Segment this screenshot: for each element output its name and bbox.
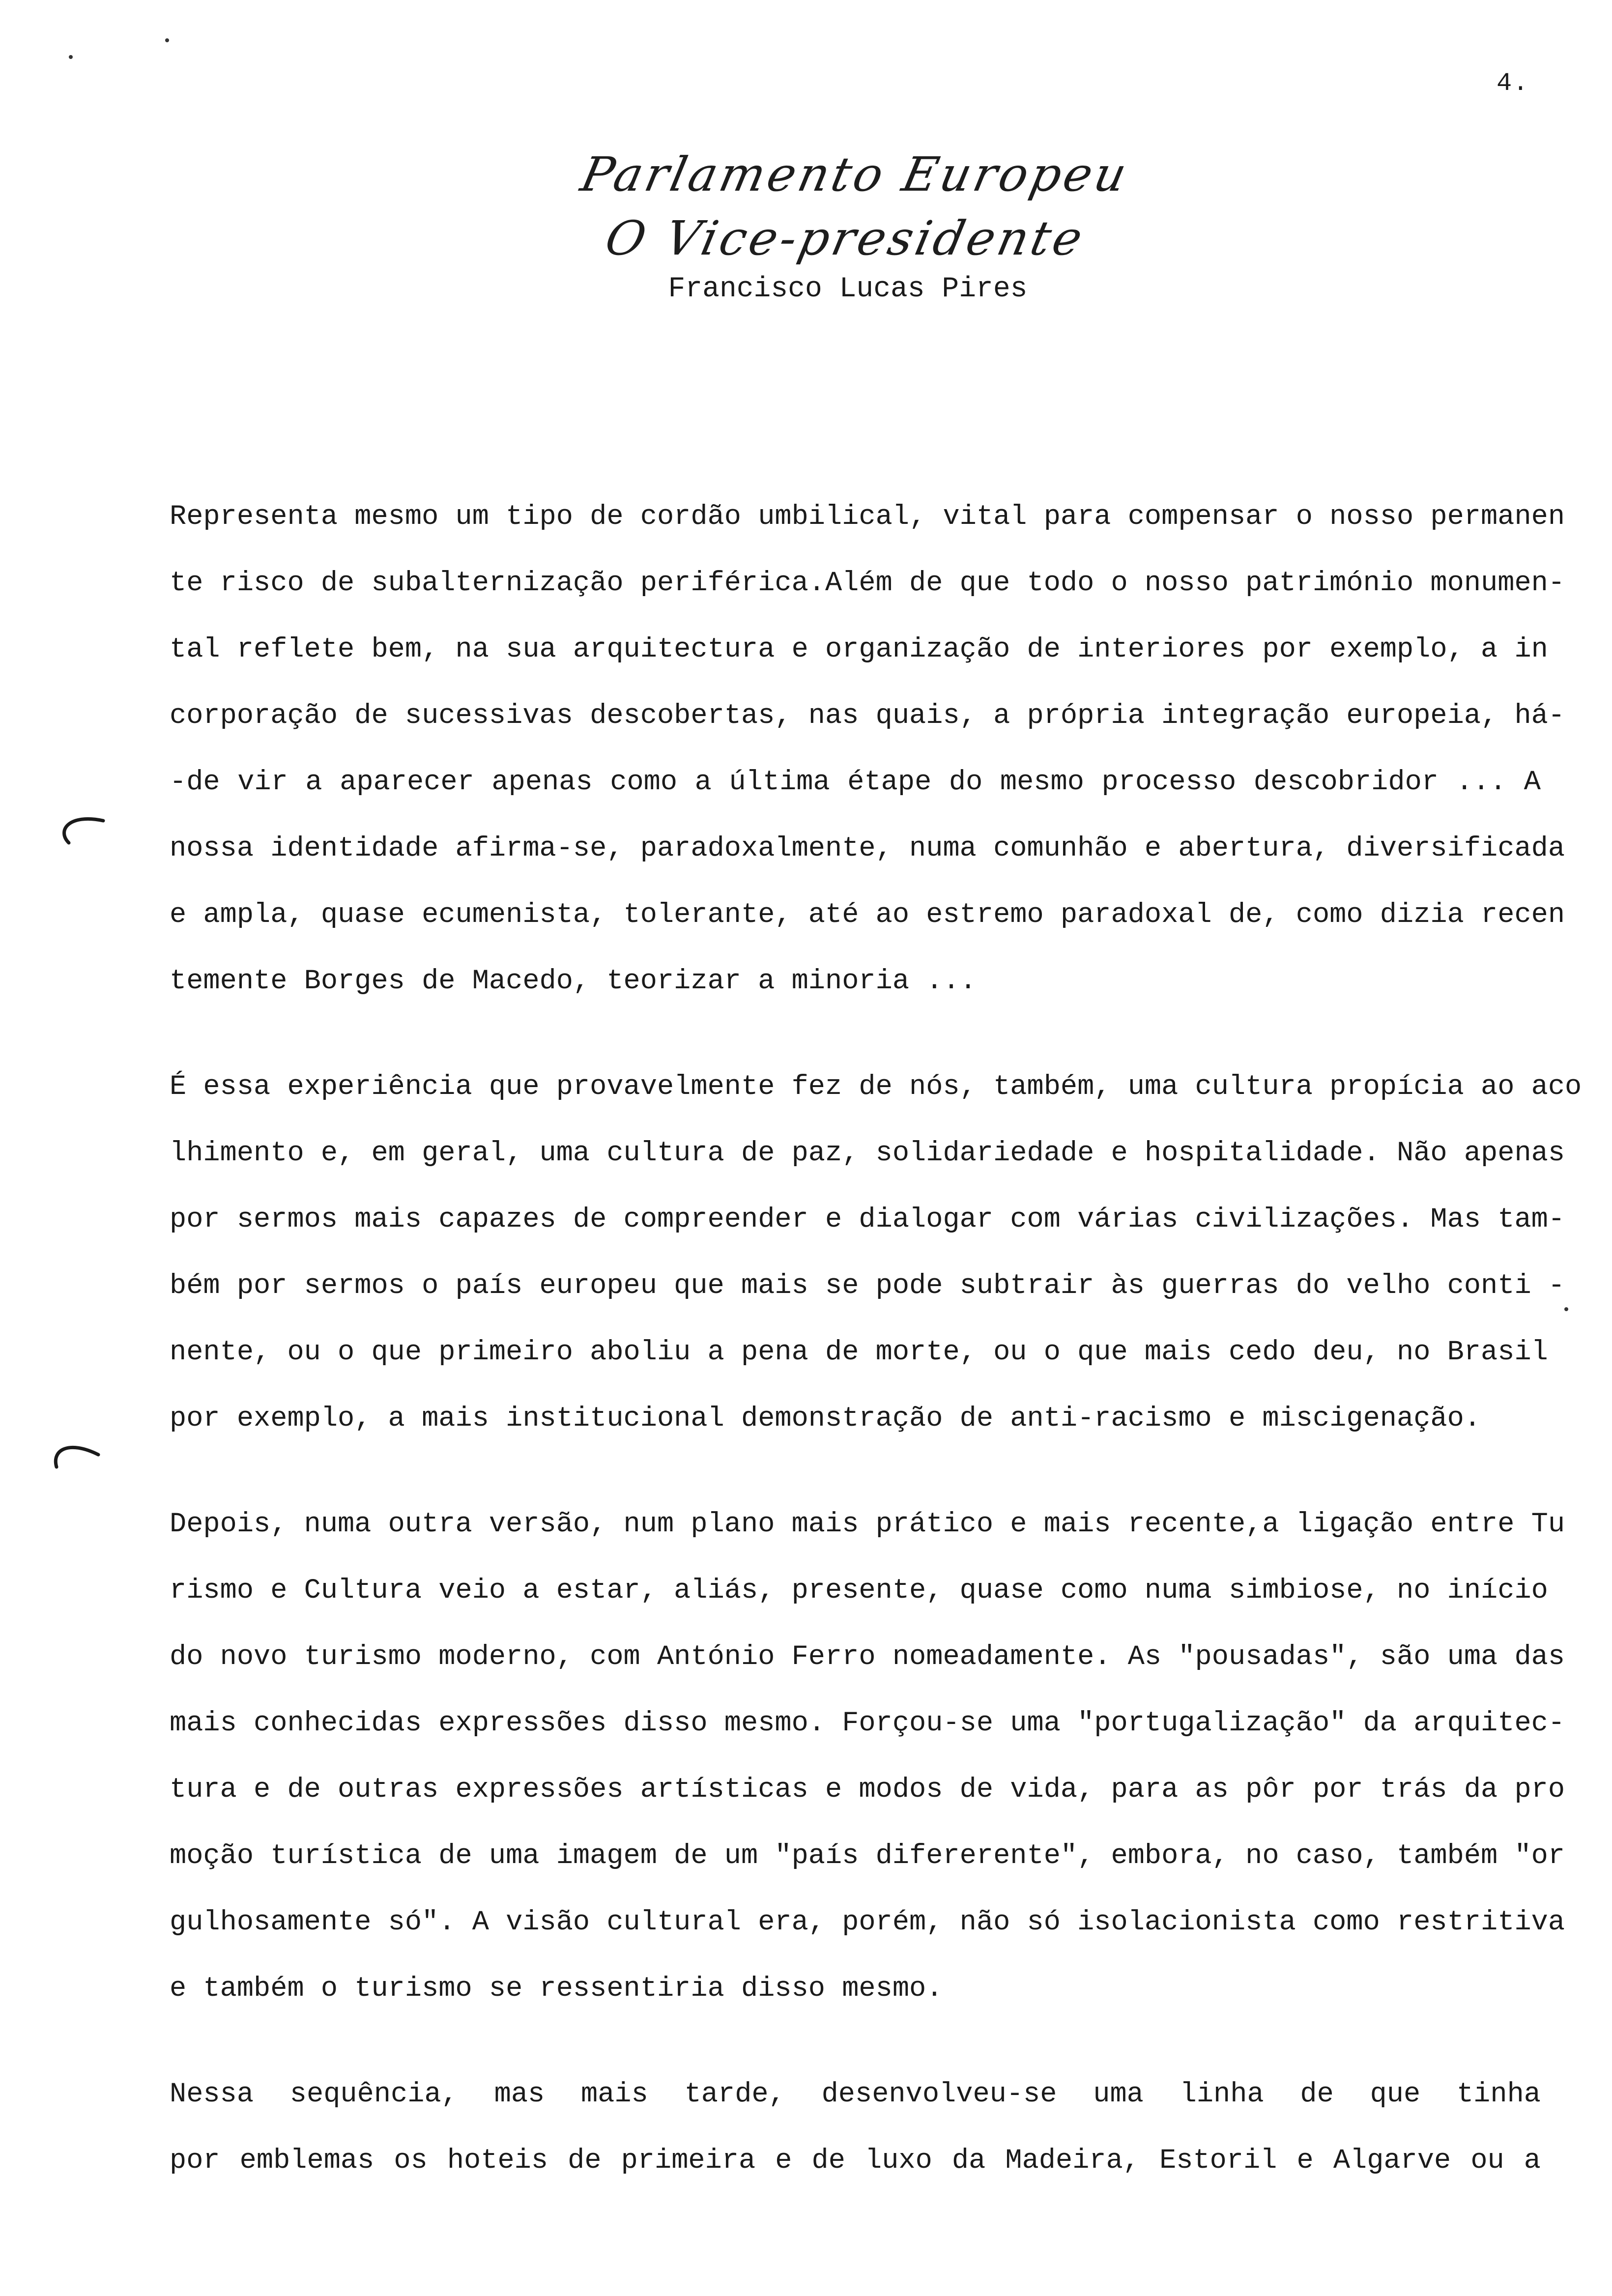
text-line: tura e de outras expressões artísticas e modos de vida, para as pôr por trás da pro (170, 1774, 1565, 1806)
text-line: do novo turismo moderno, com António Ferro nomeadamente. As "pousadas", são uma das (170, 1641, 1565, 1673)
paragraph (170, 484, 1565, 1015)
text-line: corporação de sucessivas descobertas, nas quais, a própria integração europeia, há- (170, 700, 1565, 732)
text-line: moção turística de uma imagem de um "país difererente", embora, no caso, também "or (170, 1840, 1565, 1872)
text-line: lhimento e, em geral, uma cultura de paz, solidariedade e hospitalidade. Não apenas (170, 1138, 1565, 1169)
letterhead-title: O Vice-presidente (601, 211, 1090, 266)
text-line: bém por sermos o país europeu que mais se pode subtrair às guerras do velho conti - (170, 1270, 1565, 1302)
text-line: temente Borges de Macedo, teorizar a minoria ... (170, 966, 977, 997)
letterhead-institution: Parlamento Europeu (576, 147, 1134, 202)
text-line: tal reflete bem, na sua arquitectura e organização de interiores por exemplo, a in (170, 634, 1548, 665)
text-line: -de vir a aparecer apenas como a última étape do mesmo processo descobridor ... A (170, 767, 1541, 798)
paragraph (170, 1054, 1582, 1452)
text-line: gulhosamente só". A visão cultural era, porém, não só isolacionista como restritiva (170, 1907, 1565, 1938)
document-body (170, 484, 1582, 2234)
margin-bracket-mark (54, 811, 108, 845)
text-line: nente, ou o que primeiro aboliu a pena de morte, ou o que mais cedo deu, no Brasil (170, 1337, 1548, 1368)
margin-bracket-mark (49, 1435, 103, 1469)
text-line: por exemplo, a mais institucional demonstração de anti-racismo e miscigenação. (170, 1403, 1481, 1435)
text-line: por emblemas os hoteis de primeira e de luxo da Madeira, Estoril e Algarve ou a (170, 2145, 1541, 2177)
text-line: e ampla, quase ecumenista, tolerante, até ao estremo paradoxal de, como dizia recen (170, 899, 1565, 931)
paragraph (170, 2062, 1541, 2194)
text-line: rismo e Cultura veio a estar, aliás, presente, quase como numa simbiose, no início (170, 1575, 1548, 1607)
text-line: por sermos mais capazes de compreender e dialogar com várias civilizações. Mas tam- (170, 1204, 1565, 1235)
text-line: nossa identidade afirma-se, paradoxalmente, numa comunhão e abertura, diversificada (170, 833, 1565, 864)
text-line: mais conhecidas expressões disso mesmo. Forçou-se uma "portugalização" da arquitec- (170, 1708, 1565, 1739)
text-line: te risco de subalternização periférica.Além de que todo o nosso património monumen- (170, 568, 1565, 599)
text-line: e também o turismo se ressentiria disso mesmo. (170, 1973, 943, 2005)
paragraph (170, 1492, 1565, 2022)
page-number: 4. (1497, 69, 1529, 98)
letterhead-name: Francisco Lucas Pires (668, 273, 1028, 305)
text-line: É essa experiência que provavelmente fez de nós, também, uma cultura propícia ao aco (170, 1071, 1582, 1103)
text-line: Representa mesmo um tipo de cordão umbilical, vital para compensar o nosso permanen (170, 501, 1565, 533)
letterhead (0, 143, 1612, 307)
paper-speck (1564, 1307, 1568, 1311)
text-line: Nessa sequência, mas mais tarde, desenvolveu-se uma linha de que tinha (170, 2079, 1541, 2110)
paper-speck (165, 38, 169, 42)
paper-speck (69, 55, 73, 59)
text-line: Depois, numa outra versão, num plano mais prático e mais recente,a ligação entre Tu (170, 1509, 1565, 1540)
